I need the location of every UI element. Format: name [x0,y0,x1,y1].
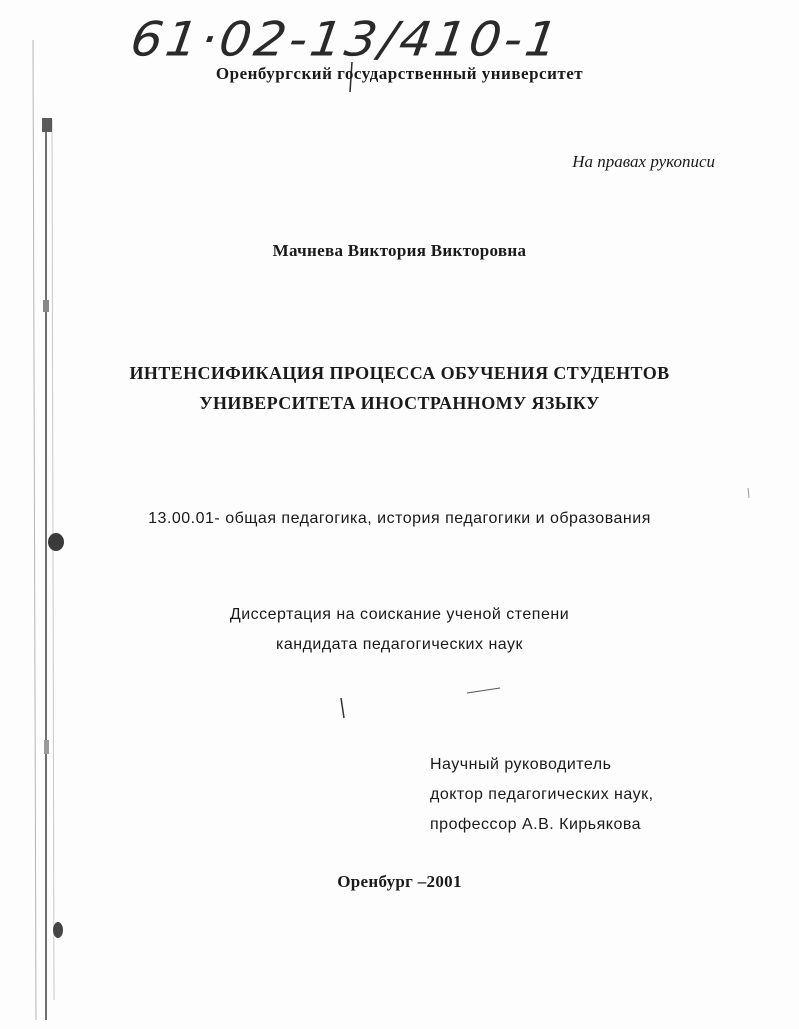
supervisor-role: Научный руководитель [430,756,612,773]
author-name: Мачнева Виктория Викторовна [272,241,527,260]
title-line-2: УНИВЕРСИТЕТА ИНОСТРАННОМУ ЯЗЫКУ [199,393,600,413]
stray-mark-vertical [341,698,344,718]
binding-mark-top [42,118,52,132]
degree-statement [0,600,799,660]
title-line-1: ИНТЕНСИФИКАЦИЯ ПРОЦЕССА ОБУЧЕНИЯ СТУДЕНТОВ [129,363,670,383]
specialty-code: 13.00.01- общая педагогика, история педагогики и образования [148,510,651,527]
stray-mark-dash [467,688,500,693]
supervisor-name: профессор А.В. Кирьякова [430,816,642,833]
stray-mark-right [748,488,749,498]
degree-line-1: Диссертация на соискание ученой степени [229,606,570,623]
manuscript-note: На правах рукописи [572,152,715,171]
dissertation-title [0,358,799,418]
supervisor-degree: доктор педагогических наук, [430,786,654,803]
binding-mark-upper [43,300,49,312]
archive-number-handwritten: 61·02-13/410-1 [127,12,564,68]
city-year: Оренбург –2001 [337,872,462,891]
binding-hole [48,533,64,551]
degree-line-2: кандидата педагогических наук [275,636,523,653]
supervisor-block [430,750,654,840]
binding-mark-lower [44,740,49,754]
university-name: Оренбургский государственный университет [215,64,584,83]
binding-blot [53,922,63,938]
